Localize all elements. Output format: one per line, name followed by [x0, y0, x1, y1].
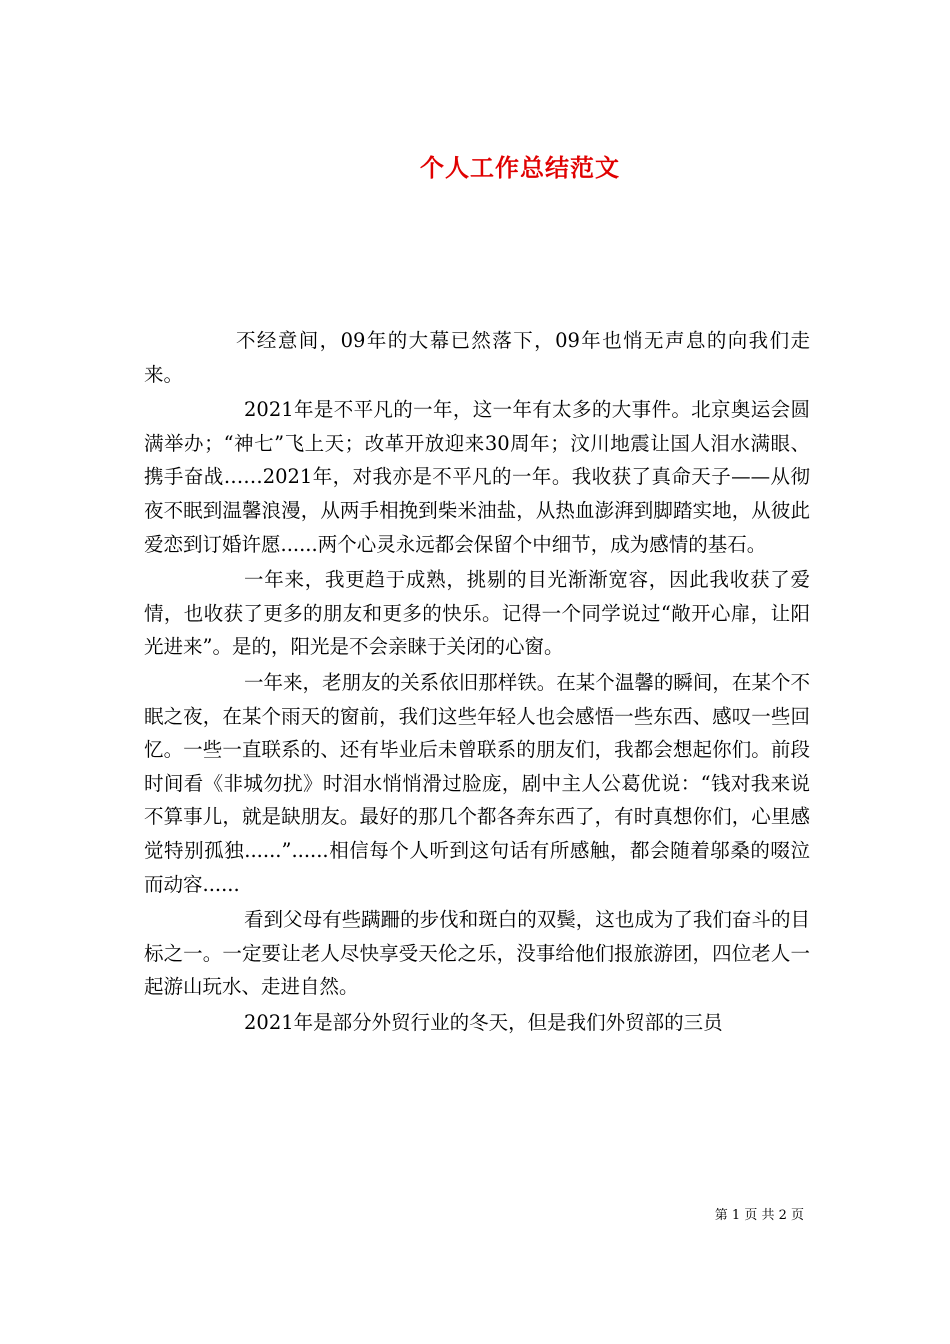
document-body — [144, 324, 810, 1041]
paragraph: 一年来，我更趋于成熟，挑剔的目光渐渐宽容，因此我收获了爱情，也收获了更多的朋友和更多的快乐。记得一个同学说过“敞开心扉，让阳光进来”。是的，阳光是不会亲睐于关闭的心窗。 — [144, 568, 810, 659]
page-number-footer: 第 1 页 共 2 页 — [714, 1208, 804, 1223]
paragraph: 看到父母有些蹒跚的步伐和斑白的双鬓，这也成为了我们奋斗的目标之一。一定要让老人尽快享受天伦之乐，没事给他们报旅游团，四位老人一起游山玩水、走进自然。 — [144, 908, 810, 999]
page-title: 个人工作总结范文 — [420, 153, 620, 183]
paragraph: 不经意间，09年的大幕已然落下，09年也悄无声息的向我们走来。 — [144, 329, 810, 386]
paragraph: 2021年是不平凡的一年，这一年有太多的大事件。北京奥运会圆满举办；“神七”飞上天；改革开放迎来30周年；汶川地震让国人泪水满眼、携手奋战……2021年，对我亦是不平凡的一年。我收获了真命天子——从彻夜不眠到温馨浪漫，从两手相挽到柴米油盐，从热血澎湃到脚踏实地，从彼此爱恋到订婚许愿......两个心灵永远都会保留个中细节，成为感情的基石。 — [144, 398, 810, 556]
paragraph: 一年来，老朋友的关系依旧那样铁。在某个温馨的瞬间，在某个不眠之夜，在某个雨天的窗前，我们这些年轻人也会感悟一些东西、感叹一些回忆。一些一直联系的、还有毕业后未曾联系的朋友们，我都会想起你们。前段时间看《非城勿扰》时泪水悄悄滑过脸庞，剧中主人公葛优说：“钱对我来说不算事儿，就是缺朋友。最好的那几个都各奔东西了，有时真想你们，心里感觉特别孤独......”......相信每个人听到这句话有所感触，都会随着邬桑的啜泣而动容...... — [144, 670, 810, 896]
paragraph: 2021年是部分外贸行业的冬天，但是我们外贸部的三员 — [244, 1010, 723, 1034]
